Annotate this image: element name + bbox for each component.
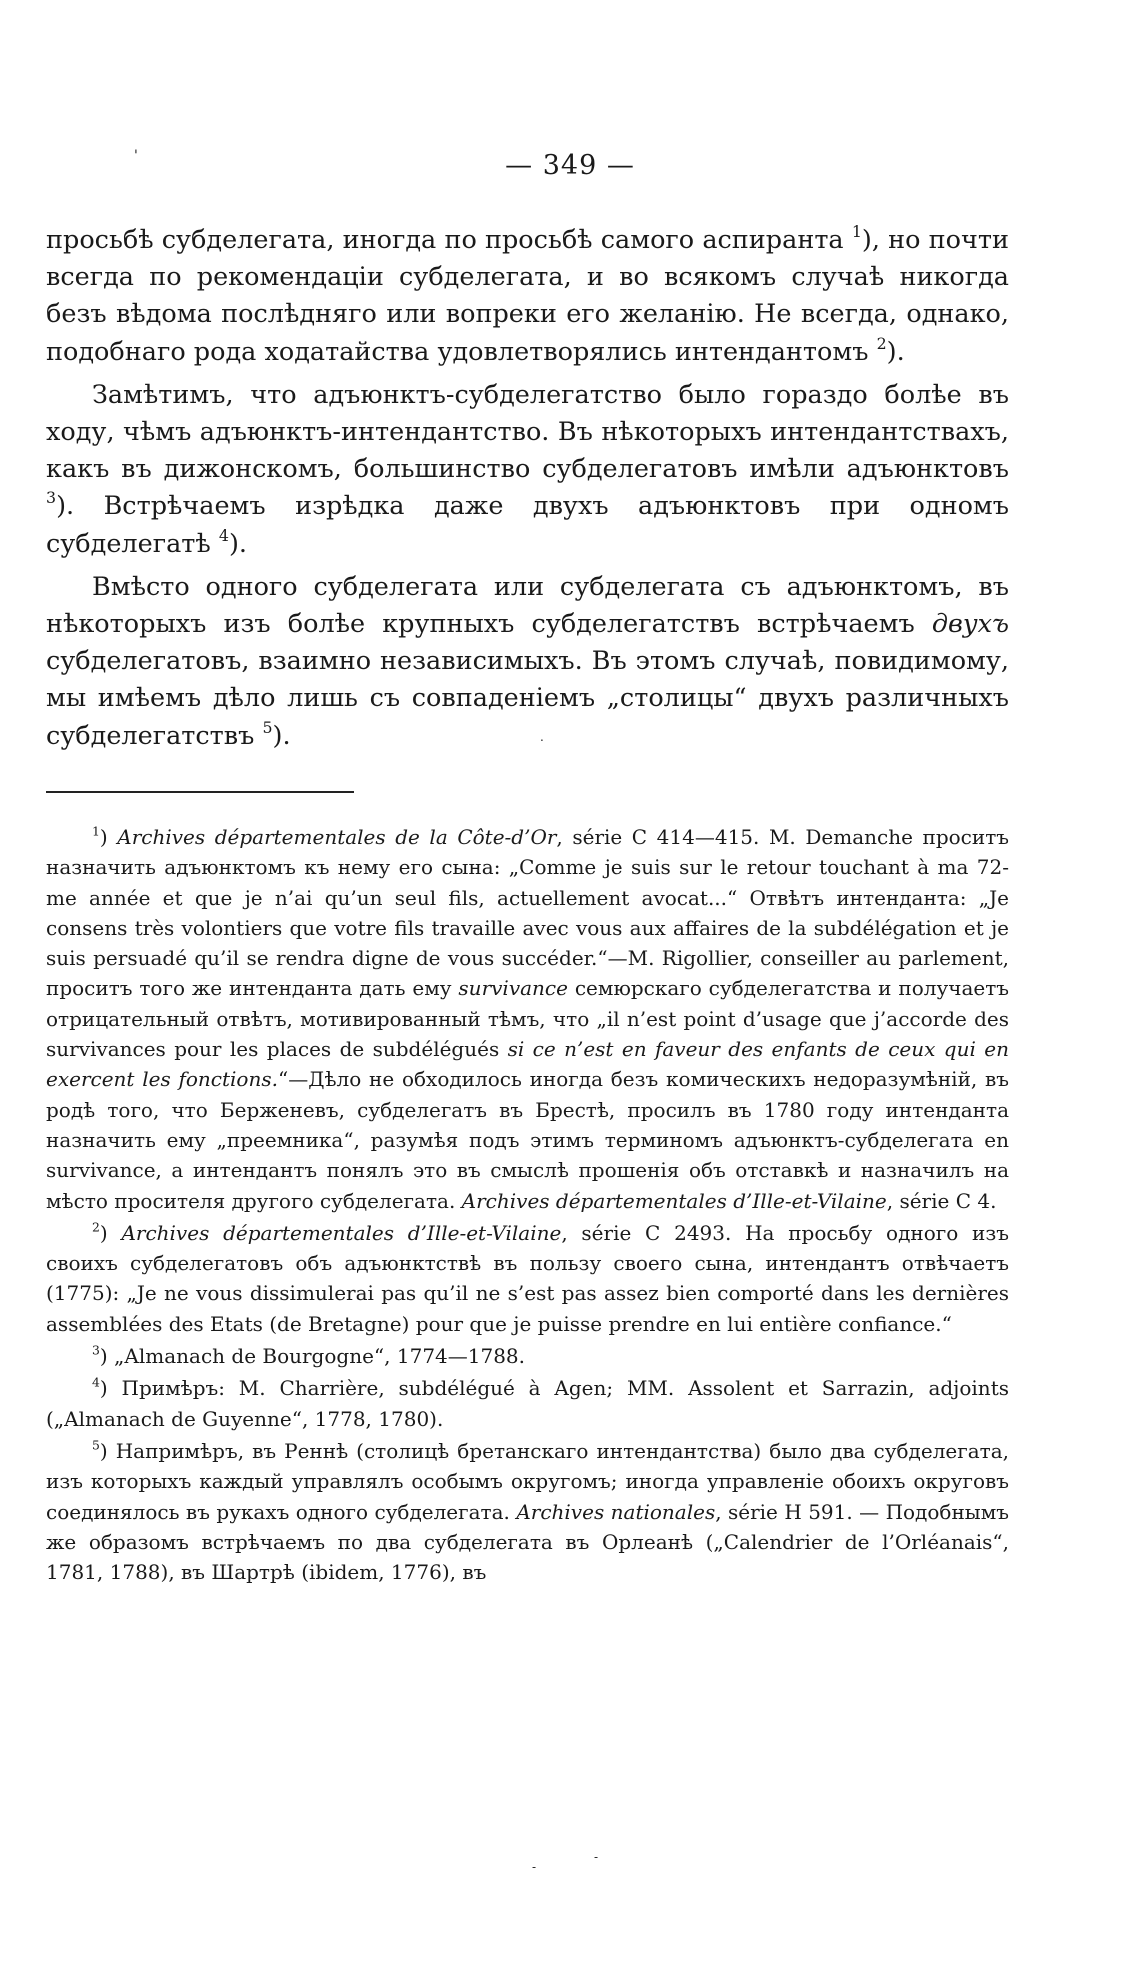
- text-run: просьбѣ субделегата, иногда по просьбѣ самого аспиранта: [46, 225, 852, 255]
- text-run: ): [99, 1220, 122, 1245]
- text-run: “—Дѣло не обходилось иногда безъ комическихъ недоразумѣній, въ родѣ того, что Берженевъ, субделегатъ въ Брестѣ, просилъ въ 1780 году интенданта назначить ему „преемника“, разумѣя подъ этимъ терминомъ адъюнктъ-субделегата en survivance, а интендантъ понялъ это въ смыслѣ прошенія объ отставкѣ и назначилъ на мѣсто просителя другого субделегата.: [46, 1067, 1009, 1213]
- text-run: ) „Almanach de Bourgogne“, 1774—1788.: [99, 1344, 526, 1369]
- footnote: [46, 1341, 1009, 1371]
- footnote-ref: 3: [46, 488, 57, 508]
- text-run: ).: [272, 720, 291, 751]
- footnotes: [46, 822, 1009, 1589]
- text-run: , série C 2493. На просьбу одного изъ своихъ субделегатовъ объ адъюнктствѣ въ пользу своего сына, интендантъ отвѣчаетъ (1775): „Je ne vous dissimulerai pas qu’il ne s’est pas assez bien comporté dans les dernières assemblées des Etats (de Bretagne) pour que je puisse prendre en lui entière confiance.“: [46, 1220, 1009, 1336]
- footnote-ref: 2: [92, 1219, 100, 1235]
- text-run: ). Встрѣчаемъ изрѣдка даже двухъ адъюнктовъ при одномъ субделегатѣ: [46, 491, 1009, 559]
- footnote-ref: 2: [876, 333, 887, 353]
- text-run: Замѣтимъ, что адъюнктъ-субделегатство было гораздо болѣе въ ходу, чѣмъ адъюнктъ-интендантство. Въ нѣкоторыхъ интендантствахъ, какъ въ дижонскомъ, большинство субделегатовъ имѣли адъюнктовъ: [46, 379, 1009, 485]
- italic-text: Archives départementales d’Ille-et-Vilaine: [121, 1220, 562, 1245]
- footnote-ref: 4: [92, 1374, 100, 1390]
- print-mark: ': [134, 148, 138, 164]
- text-run: субделегатовъ, взаимно независимыхъ. Въ этомъ случаѣ, повидимому, мы имѣемъ дѣло лишь съ совпаденіемъ „столицы“ двухъ различныхъ субделегатствъ: [46, 646, 1009, 751]
- page-number: — 349 —: [505, 150, 635, 181]
- footnote-ref: 4: [218, 525, 229, 545]
- text-run: ) Примѣръ: M. Charrière, subdélégué à Agen; MM. Assolent et Sarrazin, adjoints („Almanach de Guyenne“, 1778, 1780).: [46, 1376, 1009, 1431]
- text-run: ).: [228, 528, 247, 559]
- italic-text: si ce n’est en faveur des enfants de ceux qui en exercent les fonctions.: [46, 1037, 1009, 1092]
- paragraph: [46, 569, 1009, 755]
- text-run: ), но почти всегда по рекомендаціи субделегата, и во всякомъ случаѣ никогда безъ вѣдома послѣдняго или вопреки его желанію. Не всегда, однако, подобнаго рода ходатайства удовлетворялись интендантомъ: [46, 225, 1009, 367]
- footnote-ref: 5: [92, 1437, 100, 1453]
- text-run: Вмѣсто одного субделегата или субделегата съ адъюнктомъ, въ нѣкоторыхъ изъ болѣе крупныхъ субделегатствъ встрѣчаемъ: [46, 571, 1009, 640]
- text-run: , série H 591. — Подобнымъ же образомъ встрѣчаемъ по два субделегата въ Орлеанѣ („Calendrier de l’Orléanais“, 1781, 1788), въ Шартрѣ (ibidem, 1776), въ: [46, 1499, 1009, 1585]
- text-run: , série C 414—415. M. Demanche проситъ назначить адъюнктомъ къ нему его сына: „Comme je suis sur le retour touchant à ma 72-me année et que je n’ai qu’un seul fils, actuellement avocat...“ Отвѣтъ интенданта: „Je consens très volontiers que votre fils travaille avec vous aux affaires de la subdélégation et je suis persuadé qu’il se rendra digne de vous succéder.“—M. Rigollier, conseiller au parlement, проситъ того же интенданта дать ему: [46, 825, 1009, 1001]
- footnote: [46, 1373, 1009, 1434]
- italic-text: двухъ: [931, 609, 1009, 640]
- footnote: [46, 1436, 1009, 1587]
- main-text: [46, 222, 1009, 761]
- print-speck: -: [532, 1860, 537, 1874]
- footnote-ref: 3: [92, 1342, 100, 1358]
- print-speck: -: [594, 1850, 599, 1864]
- italic-text: Archives départementales d’Ille-et-Vilaine: [461, 1188, 887, 1213]
- footnote-ref: 1: [92, 823, 100, 839]
- text-run: ) Напримѣръ, въ Реннѣ (столицѣ бретанскаго интендантства) было два субделегата, изъ которыхъ каждый управлялъ особымъ округомъ; иногда управленіе обоихъ округовъ соединялось въ рукахъ одного субделегата.: [46, 1438, 1009, 1524]
- text-run: семюрскаго субделегатства и получаетъ отрицательный отвѣтъ, мотивированный тѣмъ, что „il n’est point d’usage que j’accorde des survivances pour les places de subdélégués: [46, 976, 1009, 1062]
- paragraph: [46, 222, 1009, 371]
- footnote: [46, 1218, 1009, 1339]
- footnote-ref: 1: [851, 221, 862, 241]
- italic-text: Archives départementales de la Côte-d’Or: [117, 825, 557, 849]
- italic-text: Archives nationales: [516, 1499, 716, 1524]
- footnote-ref: 5: [262, 717, 273, 737]
- paragraph: [46, 377, 1009, 563]
- italic-text: survivance: [458, 976, 568, 1001]
- print-speck: .: [540, 730, 544, 744]
- text-run: ).: [886, 336, 905, 367]
- footnote-divider: [46, 791, 354, 793]
- text-run: , série C 4.: [886, 1188, 997, 1213]
- text-run: ): [99, 825, 118, 849]
- footnote: [46, 822, 1009, 1216]
